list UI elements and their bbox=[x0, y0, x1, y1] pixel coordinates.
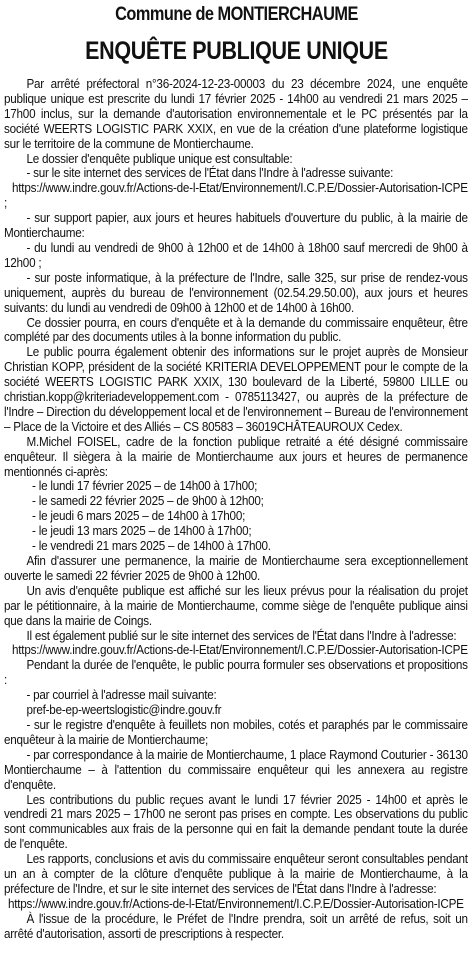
website-url-2[interactable]: https://www.indre.gouv.fr/Actions-de-l-Etat/Environnement/I.C.P.E/Dossier-Autorisation-ICPE bbox=[12, 643, 468, 658]
contact-information: Le public pourra également obtenir des informations sur le projet auprès de Monsieur Christian KOPP, président de la société KRITERIA DEVELOPPEMENT pour le compte de la société WEERTS LOGISTIC PARK XXIX, 130 boulevard de la Liberté, 59800 LILLE ou christian.kopp@kriteriadeveloppement.com - 0785113427, ou auprès de la préfecture de l'Indre – Direction du développement local et de l'environnement – Bureau de l'environnement – Place de la Victoire et des Alliés – CS 80583 – 36019CHÂTEAUROUX Cedex. bbox=[4, 345, 468, 434]
notice-posting: Un avis d'enquête publique est affiché sur les lieux prévus pour la réalisation du projet par le pétitionnaire, à la mairie de Montierchaume, comme siège de l'enquête publique ainsi que dans la mairie de Coings. bbox=[4, 583, 468, 628]
exceptional-opening: Afin d'assurer une permanence, la mairie de Montierchaume sera exceptionnellement ouverte le samedi 22 février 2025 de 9h00 à 12h00. bbox=[4, 554, 468, 583]
commissioner-paragraph: M.Michel FOISEL, cadre de la fonction publique retraité a été désigné commissaire enquêteur. Il siègera à la mairie de Montierchaume aux jours et heures de permanence mentionnés ci-après: bbox=[4, 434, 468, 479]
permanence-item: - le jeudi 6 mars 2025 – de 14h00 à 17h00; bbox=[32, 509, 246, 524]
consultation-website: - sur le site internet des services de l'État dans l'Indre à l'adresse suivante: bbox=[26, 166, 394, 181]
intro-paragraph: Par arrêté préfectoral n°36-2024-12-23-00003 du 23 décembre 2024, une enquête publique unique est prescrite du lundi 17 février 2025 - 14h00 au vendredi 21 mars 2025 – 17h00 inclus, sur la demande d'autorisation environnementale et le PC présentés par la société WEERTS LOGISTIC PARK XXIX, en vue de la création d'une plateforme logistique sur le territoire de la commune de Montierchaume. bbox=[4, 77, 468, 151]
reports-availability: Les rapports, conclusions et avis du commissaire enquêteur seront consultables pendant un an à compter de la clôture d'enquête publique à la mairie de Montierchaume, à la préfecture de l'Indre, et sur le site internet des services de l'État dans l'Indre à l'adresse: bbox=[4, 852, 468, 896]
email-address[interactable]: pref-be-ep-weertslogistic@indre.gouv.fr bbox=[26, 703, 222, 718]
consultation-computer: - sur poste informatique, à la préfecture de l'Indre, salle 325, sur prise de rendez-vous uniquement, auprès du bureau de l'environnement (02.54.29.50.00), aux jours et heures suivants: du lundi au vendredi de 09h00 à 12h00 et de 14h00 à 16h00. bbox=[4, 270, 468, 315]
website-url-3[interactable]: https://www.indre.gouv.fr/Actions-de-l-Etat/Environnement/I.C.P.E/Dossier-Autorisation-ICPE bbox=[8, 896, 464, 911]
notice-title: ENQUÊTE PUBLIQUE UNIQUE bbox=[85, 37, 388, 65]
observations-intro: Pendant la durée de l'enquête, le public pourra formuler ses observations et propositions : bbox=[4, 658, 468, 688]
observations-register: - sur le registre d'enquête à feuillets non mobiles, cotés et paraphés par le commissaire enquêteur à la mairie de Montierchaume; bbox=[4, 717, 468, 747]
permanence-item: - le samedi 22 février 2025 – de 9h00 à 12h00; bbox=[32, 494, 264, 509]
permanence-item: - le vendredi 21 mars 2025 – de 14h00 à 17h00. bbox=[32, 539, 271, 554]
semicolon: ; bbox=[4, 196, 8, 211]
permanence-item: - le lundi 17 février 2025 – de 14h00 à 17h00; bbox=[32, 479, 258, 494]
observations-email: - par courriel à l'adresse mail suivante: bbox=[26, 688, 217, 703]
notice-body bbox=[4, 77, 468, 942]
mairie-hours: - du lundi au vendredi de 9h00 à 12h00 et de 14h00 à 18h00 sauf mercredi de 9h00 à 12h00 ; bbox=[4, 240, 468, 270]
prefect-decision: À l'issue de la procédure, le Préfet de l'Indre prendra, soit un arrêté de refus, soit un arrêté d'autorisation, assorti de prescriptions à respecter. bbox=[4, 911, 468, 941]
consultation-intro: Le dossier d'enquête publique unique est consultable: bbox=[26, 151, 293, 166]
observations-mail: - par correspondance à la mairie de Montierchaume, 1 place Raymond Couturier - 36130 Montierchaume – à l'attention du commissaire enquêteur qui les annexera au registre d'enquête. bbox=[4, 747, 468, 792]
permanence-item: - le jeudi 13 mars 2025 – de 14h00 à 17h00; bbox=[32, 524, 252, 539]
website-url-1[interactable]: https://www.indre.gouv.fr/Actions-de-l-Etat/Environnement/I.C.P.E/Dossier-Autorisation-ICPE bbox=[12, 181, 468, 196]
website-publication: Il est également publié sur le site internet des services de l'État dans l'Indre à l'adresse: bbox=[26, 628, 457, 643]
consultation-paper: - sur support papier, aux jours et heures habituels d'ouverture du public, à la mairie de Montierchaume: bbox=[4, 211, 468, 241]
dossier-completion: Ce dossier pourra, en cours d'enquête et à la demande du commissaire enquêteur, être complété par des documents utiles à la bonne information du public. bbox=[4, 315, 468, 345]
contributions-deadline: Les contributions du public reçues avant le lundi 17 février 2025 - 14h00 et après le vendredi 21 mars 2025 – 17h00 ne seront pas prises en compte. Les observations du public sont communicables aux frais de la personne qui en fait la demande pendant toute la durée de l'enquête. bbox=[4, 792, 468, 852]
commune-heading: Commune de MONTIERCHAUME bbox=[115, 4, 358, 25]
